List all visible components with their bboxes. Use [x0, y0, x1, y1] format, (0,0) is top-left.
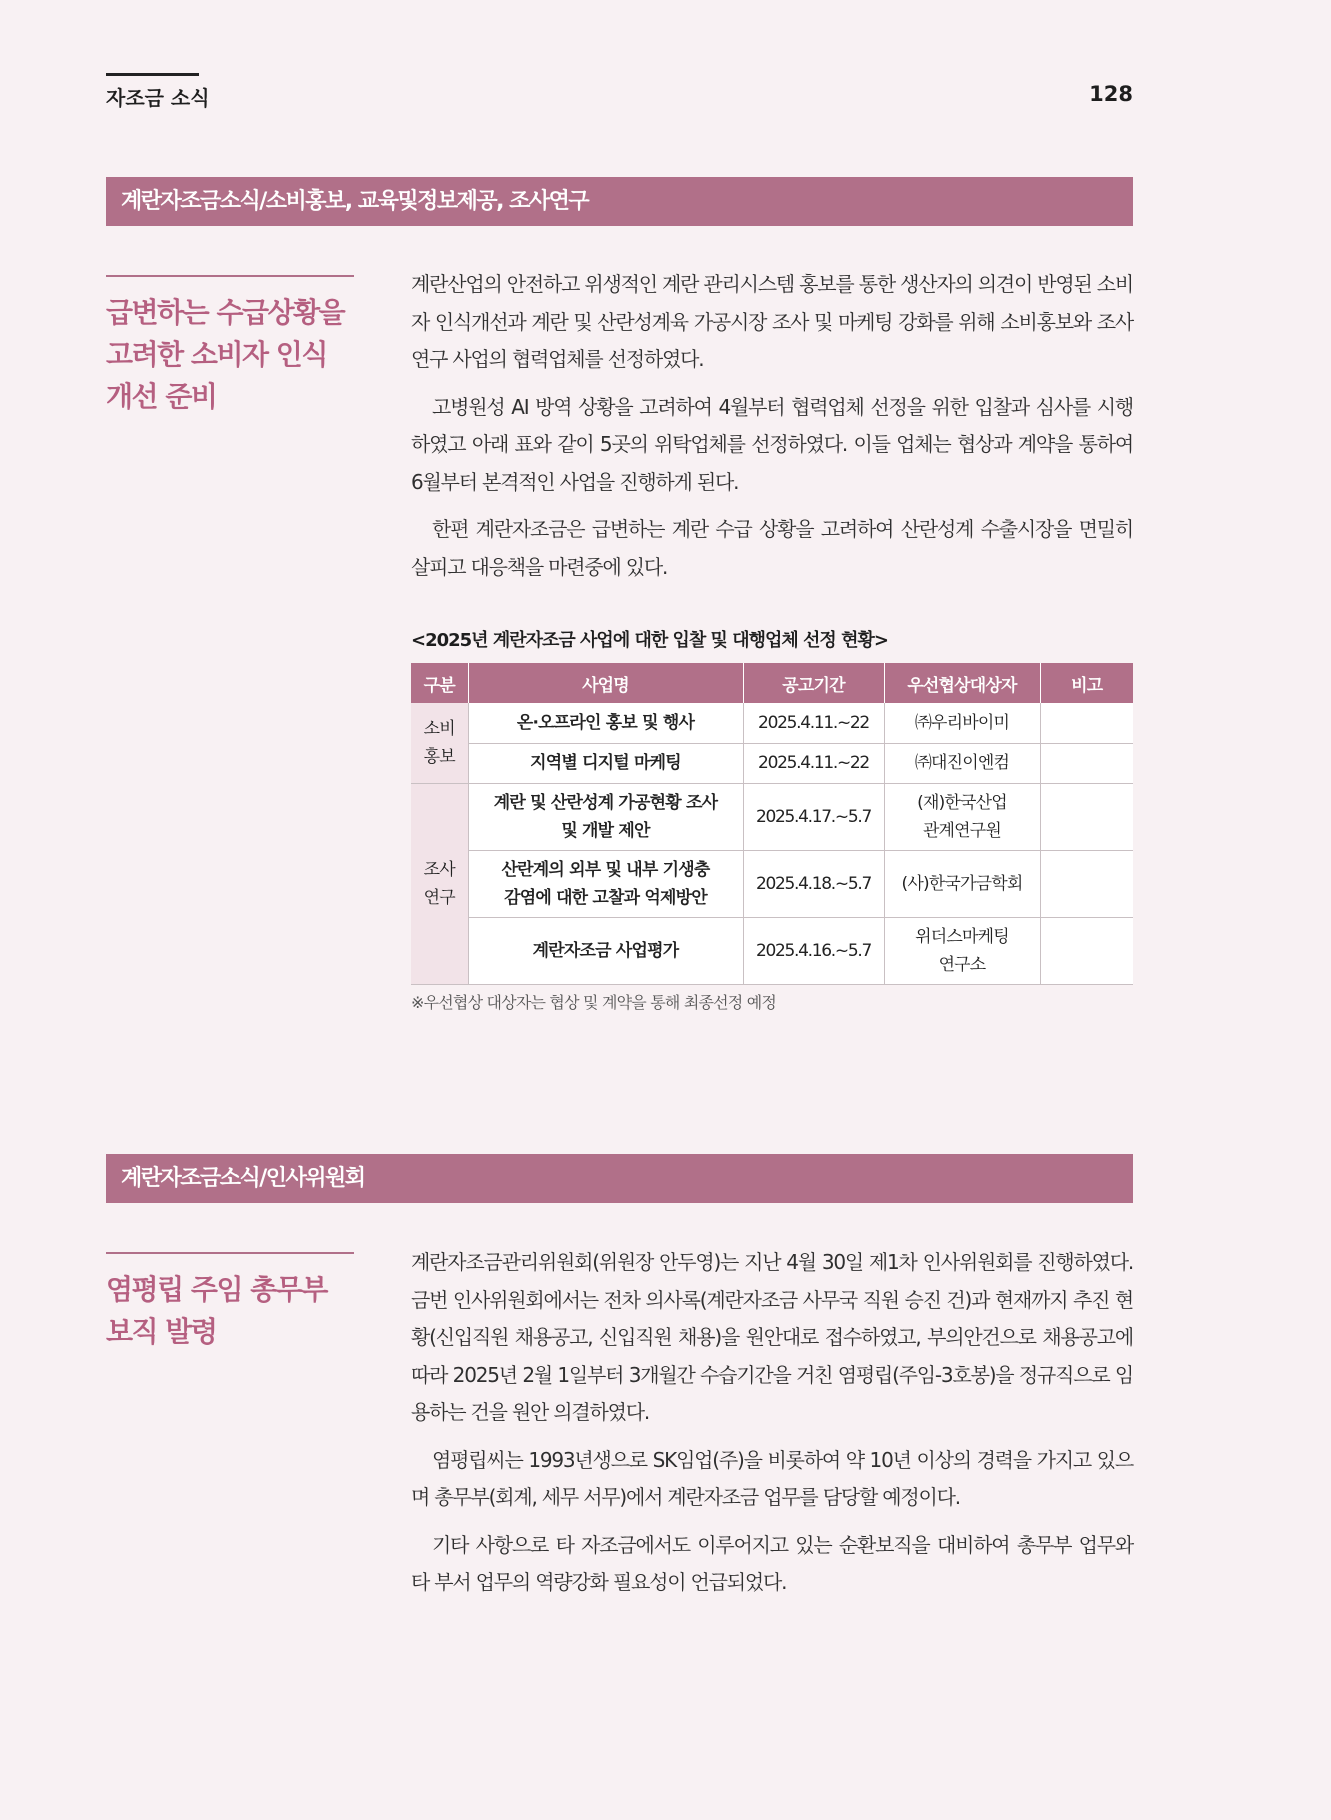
side-title-line: 고려한 소비자 인식: [106, 338, 327, 371]
project-name-cell: 산란계의 외부 및 내부 기생충 감염에 대한 고찰과 억제방안: [468, 850, 743, 917]
period-cell: 2025.4.11.~22: [743, 743, 884, 783]
article-body: [411, 1244, 1133, 1612]
note-cell: [1040, 917, 1133, 984]
paragraph: 계란자조금관리위원회(위원장 안두영)는 지난 4월 30일 제1차 인사위원회를 진행하였다. 금번 인사위원회에서는 전차 의사록(계란자조금 사무국 직원 승진 건)과 현재까지 추진 현황(신입직원 채용공고, 신입직원 채용)을 원안대로 접수하였고, 부의안건으로 채용공고에 따라 2025년 2월 1일부터 3개월간 수습기간을 거친 염평립(주임-3호봉)을 정규직으로 임용하는 건을 원안 의결하였다.: [411, 1250, 1133, 1424]
table-caption: <2025년 계란자조금 사업에 대한 입찰 및 대행업체 선정 현황>: [411, 630, 888, 651]
project-name-cell: 계란 및 산란성계 가공현황 조사 및 개발 제안: [468, 783, 743, 850]
side-title-rule: [106, 1252, 354, 1254]
company-cell: ㈜대진이엔컴: [884, 743, 1040, 783]
paragraph: 기타 사항으로 타 자조금에서도 이루어지고 있는 순환보직을 대비하여 총무부 업무와 타 부서 업무의 역량강화 필요성이 언급되었다.: [411, 1532, 1133, 1594]
category-cell: [411, 783, 468, 984]
page-number: 128: [1089, 82, 1133, 106]
paragraph: 염평립씨는 1993년생으로 SK임업(주)을 비롯하여 약 10년 이상의 경력을 가지고 있으며 총무부(회계, 세무 서무)에서 계란자조금 업무를 담당할 예정이다.: [411, 1447, 1133, 1509]
column-header: 사업명: [468, 663, 743, 703]
side-title-rule: [106, 275, 354, 277]
column-header: 공고기간: [743, 663, 884, 703]
period-cell: 2025.4.17.~5.7: [743, 783, 884, 850]
period-cell: 2025.4.11.~22: [743, 703, 884, 743]
note-cell: [1040, 850, 1133, 917]
table-row: [411, 850, 1133, 917]
table-footnote: ※우선협상 대상자는 협상 및 계약을 통해 최종선정 예정: [411, 993, 777, 1012]
section-band-title: 계란자조금소식/인사위원회: [106, 1154, 1133, 1203]
category-label: 조사 연구: [423, 859, 455, 908]
note-cell: [1040, 743, 1133, 783]
article-body: [411, 266, 1133, 596]
company-cell: (재)한국산업 관계연구원: [884, 783, 1040, 850]
company-cell: 위더스마케팅 연구소: [884, 917, 1040, 984]
side-title: [106, 292, 376, 418]
vendor-selection-table: [411, 663, 1133, 985]
company-cell: (사)한국가금학회: [884, 850, 1040, 917]
paragraph: 고병원성 AI 방역 상황을 고려하여 4월부터 협력업체 선정을 위한 입찰과 심사를 시행하였고 아래 표와 같이 5곳의 위탁업체를 선정하였다. 이들 업체는 협상과 계약을 통하여 6월부터 본격적인 사업을 진행하게 된다.: [411, 394, 1133, 494]
column-header: 우선협상대상자: [884, 663, 1040, 703]
category-label: 소비 홍보: [423, 718, 455, 767]
table-row: [411, 917, 1133, 984]
side-title-line: 보직 발령: [106, 1315, 217, 1348]
table-row: [411, 783, 1133, 850]
section-label: 자조금 소식: [106, 86, 210, 110]
header-rule: [106, 73, 199, 76]
note-cell: [1040, 703, 1133, 743]
table-row: [411, 743, 1133, 783]
section-band-title: 계란자조금소식/소비홍보, 교육및정보제공, 조사연구: [106, 177, 1133, 226]
side-title-line: 급변하는 수급상황을: [106, 296, 345, 329]
paragraph: 한편 계란자조금은 급변하는 계란 수급 상황을 고려하여 산란성계 수출시장을 면밀히 살피고 대응책을 마련중에 있다.: [411, 517, 1133, 579]
column-header: 구분: [411, 663, 468, 703]
period-cell: 2025.4.16.~5.7: [743, 917, 884, 984]
company-cell: ㈜우리바이미: [884, 703, 1040, 743]
table-header-row: [411, 663, 1133, 703]
period-cell: 2025.4.18.~5.7: [743, 850, 884, 917]
project-name-cell: 온·오프라인 홍보 및 행사: [468, 703, 743, 743]
side-title-line: 염평립 주임 총무부: [106, 1273, 327, 1306]
note-cell: [1040, 783, 1133, 850]
project-name-cell: 계란자조금 사업평가: [468, 917, 743, 984]
side-title-line: 개선 준비: [106, 380, 217, 413]
side-title: [106, 1269, 376, 1353]
paragraph: 계란산업의 안전하고 위생적인 계란 관리시스템 홍보를 통한 생산자의 의견이 반영된 소비자 인식개선과 계란 및 산란성계육 가공시장 조사 및 마케팅 강화를 위해 소비홍보와 조사연구 사업의 협력업체를 선정하였다.: [411, 272, 1134, 371]
project-name-cell: 지역별 디지털 마케팅: [468, 743, 743, 783]
column-header: 비고: [1040, 663, 1133, 703]
table-row: [411, 703, 1133, 743]
category-cell: [411, 703, 468, 783]
